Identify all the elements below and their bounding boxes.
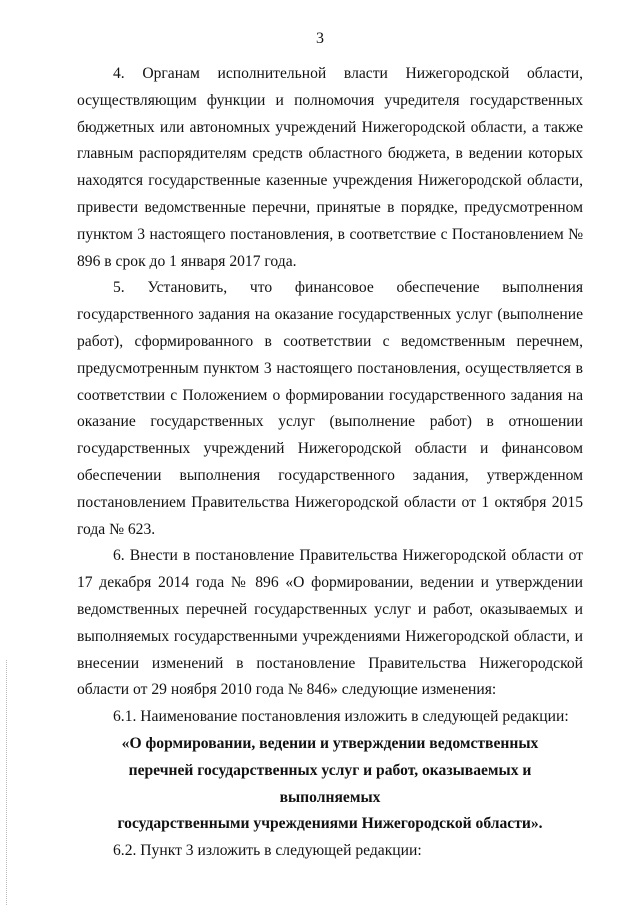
paragraph-4: 4. Органам исполнительной власти Нижегородской области, осуществляющим функции и полномочия учредителя государственных бюджетных или автономных учреждений Нижегородской области, а также главным распорядителям средств областного бюджета, в ведении которых находятся государственные казенные учреждения Нижегородской области, привести ведомственные перечни, принятые в порядке, предусмотренном пунктом 3 настоящего постановления, в соответствие с Постановлением № 896 в срок до 1 января 2017 года. xyxy=(77,65,583,270)
document-body xyxy=(77,61,583,865)
paragraph-5: 5. Установить, что финансовое обеспечение выполнения государственного задания на оказание государственных услуг (выполнение работ), сформированного в соответствии с ведомственным перечнем, предусмотренным пунктом 3 настоящего постановления, осуществляется в соответствии с Положением о формировании государственного задания на оказание государственных услуг (выполнение работ) в отношении государственных учреждений Нижегородской области и финансовом обеспечении выполнения государственного задания, утвержденном постановлением Правительства Нижегородской области от 1 октября 2015 года № 623. xyxy=(77,279,583,538)
scan-margin-mark xyxy=(6,660,9,905)
resolution-title-line-1: «О формировании, ведении и утверждении ведомственных xyxy=(121,734,539,752)
paragraph-6-1: 6.1. Наименование постановления изложить в следующей редакции: xyxy=(113,708,569,726)
paragraph-6-2: 6.2. Пункт 3 изложить в следующей редакции: xyxy=(113,842,422,860)
page-number: 3 xyxy=(316,30,324,47)
resolution-title-line-2: перечней государственных услуг и работ, оказываемых и выполняемых xyxy=(128,761,532,806)
resolution-title-line-3: государственными учреждениями Нижегородской области». xyxy=(117,815,543,833)
resolution-title-block xyxy=(77,731,583,838)
paragraph-6: 6. Внести в постановление Правительства Нижегородской области от 17 декабря 2014 года № 896 «О формировании, ведении и утверждении ведомственных перечней государственных услуг и работ, оказываемых и выполняемых государственными учреждениями Нижегородской области, и внесении изменений в постановление Правительства Нижегородской области от 29 ноября 2010 года № 846» следующие изменения: xyxy=(77,547,583,699)
